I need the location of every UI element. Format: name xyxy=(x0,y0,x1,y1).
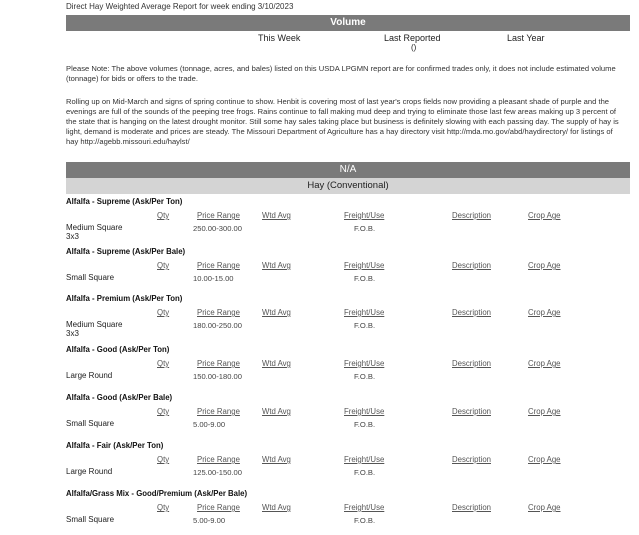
qty-header: Qty xyxy=(157,455,170,464)
price-range-value: 250.00-300.00 xyxy=(193,224,242,233)
item-description: Small Square xyxy=(66,419,115,428)
last-reported-note: () xyxy=(411,43,417,52)
section-title: Alfalfa/Grass Mix - Good/Premium (Ask/Per Bale) xyxy=(66,489,248,498)
qty-header: Qty xyxy=(157,211,170,220)
price-range-value: 5.00-9.00 xyxy=(193,420,226,429)
crop-age-header: Crop Age xyxy=(528,211,561,220)
freight-value: F.O.B. xyxy=(354,224,376,233)
price-section xyxy=(66,441,630,487)
item-description: Medium Square 3x3 xyxy=(66,223,123,241)
freight-value: F.O.B. xyxy=(354,321,376,330)
price-range-header: Price Range xyxy=(197,455,240,464)
freight-use-header: Freight/Use xyxy=(344,261,385,270)
qty-header: Qty xyxy=(157,261,170,270)
section-title: Alfalfa - Supreme (Ask/Per Ton) xyxy=(66,197,183,206)
crop-age-header: Crop Age xyxy=(528,407,561,416)
item-description: Small Square xyxy=(66,273,115,282)
crop-age-header: Crop Age xyxy=(528,261,561,270)
region-bar xyxy=(66,162,630,178)
section-title: Alfalfa - Supreme (Ask/Per Bale) xyxy=(66,247,186,256)
description-header: Description xyxy=(452,455,491,464)
report-title: Direct Hay Weighted Average Report for week ending 3/10/2023 xyxy=(66,2,294,11)
crop-age-header: Crop Age xyxy=(528,455,561,464)
section-title: Alfalfa - Premium (Ask/Per Ton) xyxy=(66,294,183,303)
description-header: Description xyxy=(452,308,491,317)
freight-use-header: Freight/Use xyxy=(344,503,385,512)
price-range-value: 10.00-15.00 xyxy=(193,274,234,283)
price-range-header: Price Range xyxy=(197,407,240,416)
price-section xyxy=(66,489,630,535)
freight-use-header: Freight/Use xyxy=(344,359,385,368)
qty-header: Qty xyxy=(157,359,170,368)
price-range-header: Price Range xyxy=(197,359,240,368)
volume-title: Volume xyxy=(330,17,366,28)
region-label: N/A xyxy=(339,164,357,175)
price-range-header: Price Range xyxy=(197,211,240,220)
freight-value: F.O.B. xyxy=(354,516,376,525)
freight-value: F.O.B. xyxy=(354,468,376,477)
freight-value: F.O.B. xyxy=(354,420,376,429)
description-header: Description xyxy=(452,503,491,512)
freight-use-header: Freight/Use xyxy=(344,308,385,317)
price-section xyxy=(66,294,630,340)
description-header: Description xyxy=(452,407,491,416)
qty-header: Qty xyxy=(157,503,170,512)
wtd-avg-header: Wtd Avg xyxy=(262,407,291,416)
item-description: Small Square xyxy=(66,515,115,524)
section-title: Alfalfa - Good (Ask/Per Ton) xyxy=(66,345,170,354)
col-last-reported: Last Reported xyxy=(384,33,441,43)
wtd-avg-header: Wtd Avg xyxy=(262,455,291,464)
crop-age-header: Crop Age xyxy=(528,308,561,317)
item-description: Large Round xyxy=(66,467,113,476)
price-section xyxy=(66,247,630,293)
section-title: Alfalfa - Fair (Ask/Per Ton) xyxy=(66,441,164,450)
category-label: Hay (Conventional) xyxy=(307,180,389,191)
freight-use-header: Freight/Use xyxy=(344,211,385,220)
category-bar xyxy=(66,178,630,194)
price-range-value: 5.00-9.00 xyxy=(193,516,226,525)
description-header: Description xyxy=(452,359,491,368)
col-this-week: This Week xyxy=(258,33,301,43)
wtd-avg-header: Wtd Avg xyxy=(262,211,291,220)
market-narrative: Rolling up on Mid-March and signs of spring continue to show. Henbit is covering most of last year's crops fields now providing a pleasant shade of purple and the evenings are full of the sounds of the peeping tree frogs. Rains continue to fall making mud deep and trying to eliminate those last few areas making up 3 percent of the state that is hanging on the latest drought monitor. Still some hay sales taking place but business is definitely slowing with each passing day. The supply of hay is light, demand is moderate and prices are steady. The Missouri Department of Agriculture has a hay directory visit http://mda.mo.gov/abd/haydirectory/ for listings of hay http://agebb.missouri.edu/haylst/ xyxy=(66,97,619,146)
freight-use-header: Freight/Use xyxy=(344,455,385,464)
item-description: Large Round xyxy=(66,371,113,380)
price-section xyxy=(66,393,630,439)
freight-value: F.O.B. xyxy=(354,274,376,283)
price-range-value: 150.00-180.00 xyxy=(193,372,242,381)
wtd-avg-header: Wtd Avg xyxy=(262,503,291,512)
price-range-header: Price Range xyxy=(197,261,240,270)
qty-header: Qty xyxy=(157,308,170,317)
price-range-header: Price Range xyxy=(197,503,240,512)
description-header: Description xyxy=(452,261,491,270)
item-description: Medium Square 3x3 xyxy=(66,320,123,338)
price-range-header: Price Range xyxy=(197,308,240,317)
wtd-avg-header: Wtd Avg xyxy=(262,359,291,368)
crop-age-header: Crop Age xyxy=(528,503,561,512)
crop-age-header: Crop Age xyxy=(528,359,561,368)
price-range-value: 125.00-150.00 xyxy=(193,468,242,477)
wtd-avg-header: Wtd Avg xyxy=(262,261,291,270)
freight-use-header: Freight/Use xyxy=(344,407,385,416)
volume-bar xyxy=(66,15,630,31)
volume-note: Please Note: The above volumes (tonnage, acres, and bales) listed on this USDA LPGMN report are for confirmed trades only, it does not include estimated volume (tonnage) for bids or offers to the trade. xyxy=(66,64,616,83)
volume-columns xyxy=(66,33,630,53)
section-title: Alfalfa - Good (Ask/Per Bale) xyxy=(66,393,173,402)
description-header: Description xyxy=(452,211,491,220)
qty-header: Qty xyxy=(157,407,170,416)
freight-value: F.O.B. xyxy=(354,372,376,381)
wtd-avg-header: Wtd Avg xyxy=(262,308,291,317)
col-last-year: Last Year xyxy=(507,33,545,43)
price-section xyxy=(66,197,630,243)
price-range-value: 180.00-250.00 xyxy=(193,321,242,330)
price-section xyxy=(66,345,630,391)
